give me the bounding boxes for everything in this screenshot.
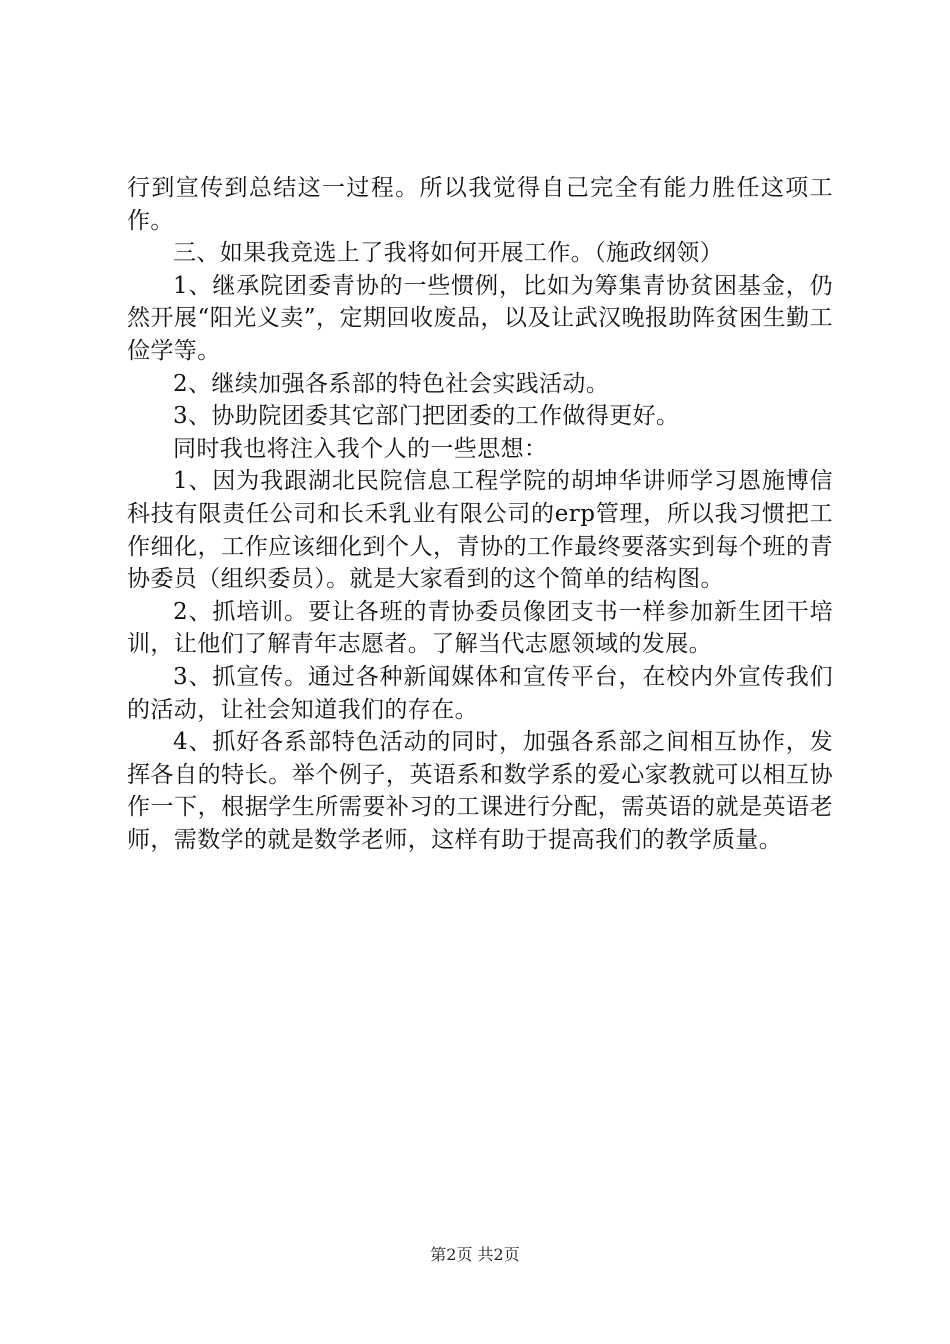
paragraph-idea-3: 3、抓宣传。通过各种新闻媒体和宣传平台，在校内外宣传我们的活动，让社会知道我们的存在。 <box>127 663 833 723</box>
paragraph-section-heading: 三、如果我竞选上了我将如何开展工作。（施政纲领） <box>173 240 724 267</box>
paragraph-item-3: 3、协助院团委其它部门把团委的工作做得更好。 <box>173 403 680 430</box>
paragraph-continuation: 行到宣传到总结这一过程。所以我觉得自己完全有能力胜任这项工作。 <box>127 175 833 234</box>
paragraph-item-1: 1、继承院团委青协的一些惯例，比如为筹集青协贫困基金，仍然开展“阳光义卖”，定期回收废品，以及让武汉晚报助阵贫困生勤工俭学等。 <box>127 272 833 364</box>
paragraph-item-2: 2、继续加强各系部的特色社会实践活动。 <box>173 370 610 397</box>
paragraph-idea-4: 4、抓好各系部特色活动的同时，加强各系部之间相互协作，发挥各自的特长。举个例子，英语系和数学系的爱心家教就可以相互协作一下，根据学生所需要补习的工课进行分配，需英语的就是英语老师，需数学的就是数学老师，这样有助于提高我们的教学质量。 <box>127 729 833 853</box>
document-body <box>127 172 833 856</box>
paragraph-idea-2: 2、抓培训。要让各班的青协委员像团支书一样参加新生团干培训，让他们了解青年志愿者。了解当代志愿领域的发展。 <box>127 598 833 658</box>
paragraph-idea-1: 1、因为我跟湖北民院信息工程学院的胡坤华讲师学习恩施博信科技有限责任公司和长禾乳业有限公司的erp管理，所以我习惯把工作细化，工作应该细化到个人，青协的工作最终要落实到每个班的青协委员（组织委员）。就是大家看到的这个简单的结构图。 <box>127 468 833 593</box>
page-number-footer: 第2页 共2页 <box>430 1245 520 1264</box>
paragraph-ideas-intro: 同时我也将注入我个人的一些思想： <box>173 435 548 462</box>
